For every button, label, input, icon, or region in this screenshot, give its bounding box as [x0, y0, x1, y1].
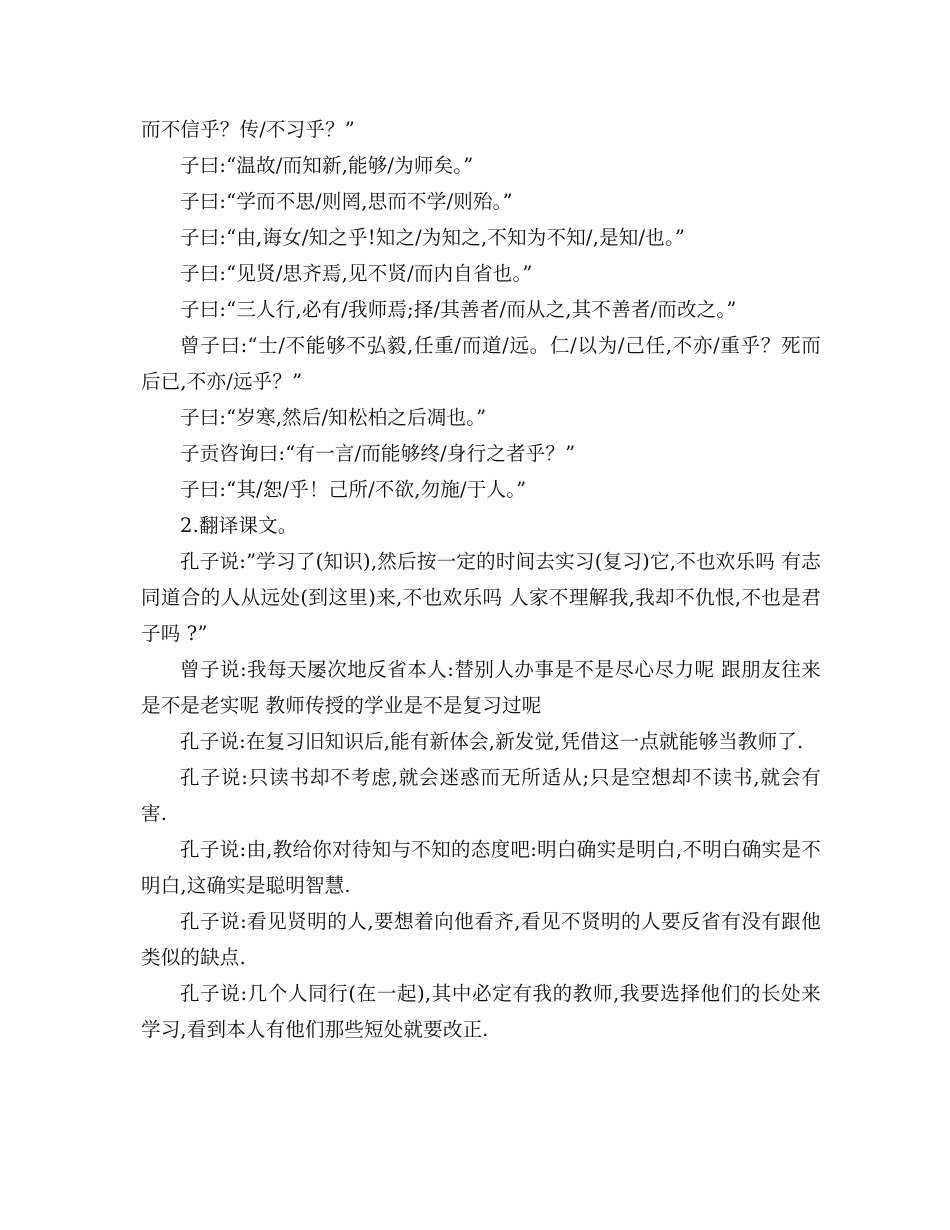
paragraph: 孔子说:由,教给你对待知与不知的态度吧:明白确实是明白,不明白确实是不明白,这确实是聪明智慧.: [141, 838, 821, 897]
paragraph: 子曰:“其/恕/乎！己所/不欲,勿施/于人。”: [180, 478, 527, 501]
paragraph: 曾子说:我每天屡次地反省本人:替别人办事是不是尽心尽力呢 跟朋友往来是不是老实呢 教师传授的学业是不是复习过呢: [141, 658, 821, 717]
paragraph: 孔子说:只读书却不考虑,就会迷惑而无所适从;只是空想却不读书,就会有害.: [141, 766, 821, 825]
paragraph: 孔子说:看见贤明的人,要想着向他看齐,看见不贤明的人要反省有没有跟他类似的缺点.: [141, 910, 821, 969]
paragraph: 子曰:“见贤/思齐焉,见不贤/而内自省也。”: [180, 262, 533, 285]
paragraph: 子曰:“岁寒,然后/知松柏之后凋也。”: [180, 406, 487, 429]
paragraph: 孔子说:几个人同行(在一起),其中必定有我的教师,我要选择他们的长处来学习,看到本人有他们那些短处就要改正.: [141, 982, 821, 1041]
paragraph: 子曰:“温故/而知新,能够/为师矣。”: [180, 154, 474, 177]
section-heading: 2.翻译课文。: [180, 514, 298, 537]
document-body: [141, 112, 821, 1048]
paragraph: 而不信乎？传/不习乎？”: [141, 118, 355, 141]
paragraph: 曾子曰:“士/不能够不弘毅,任重/而道/远。仁/以为/己任,不亦/重乎？死而后已,不亦/远乎？”: [141, 334, 821, 393]
paragraph: 孔子说:在复习旧知识后,能有新体会,新发觉,凭借这一点就能够当教师了.: [180, 730, 804, 753]
paragraph: 子曰:“三人行,必有/我师焉;择/其善者/而从之,其不善者/而改之。”: [180, 298, 737, 321]
paragraph: 子贡咨询曰:“有一言/而能够终/身行之者乎？”: [180, 442, 576, 465]
paragraph: 子曰:“由,诲女/知之乎!知之/为知之,不知为不知/,是知/也。”: [180, 226, 686, 249]
paragraph: 孔子说:”学习了(知识),然后按一定的时间去实习(复习)它,不也欢乐吗 有志同道合的人从远处(到这里)来,不也欢乐吗 人家不理解我,我却不仇恨,不也是君子吗 ?”: [141, 550, 821, 645]
paragraph: 子曰:“学而不思/则罔,思而不学/则殆。”: [180, 190, 513, 213]
